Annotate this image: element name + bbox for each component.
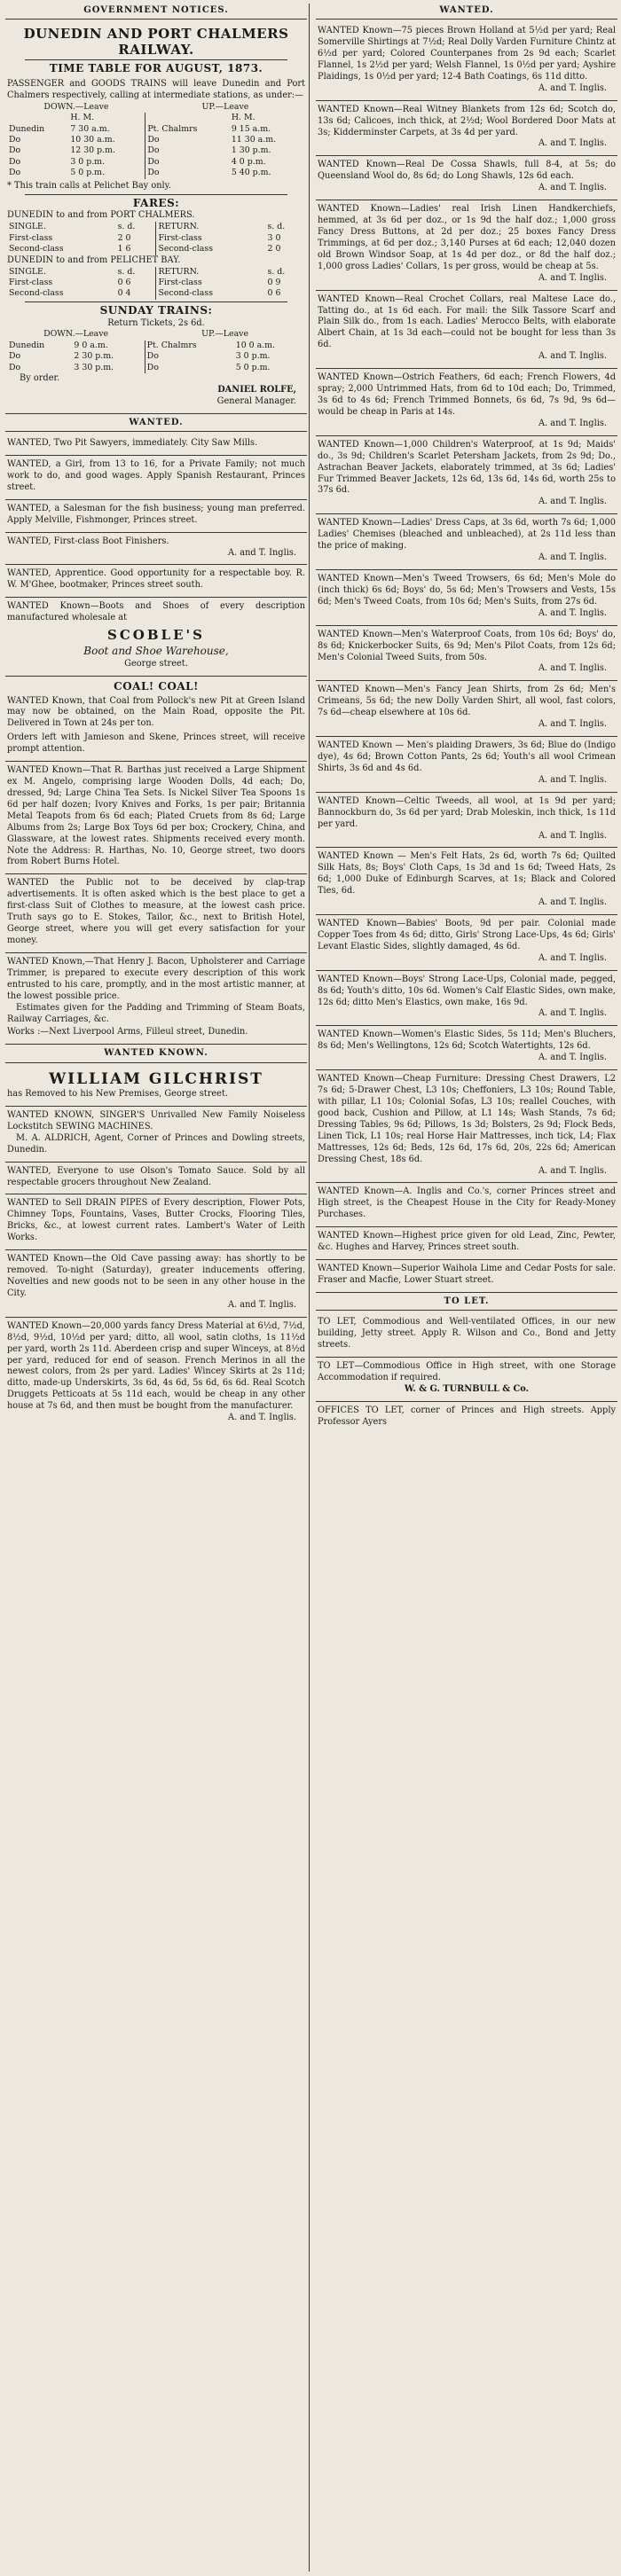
signatory: DANIEL ROLFE, <box>217 385 296 395</box>
ad-gilchrist: WILLIAM GILCHRIST has Removed to his New Premises, George street. <box>5 1066 307 1107</box>
ad-olson: WANTED, Everyone to use Olson's Tomato Sauce. Sold by all respectable grocers throughout New Zealand. <box>5 1163 307 1195</box>
right-column <box>316 4 617 2573</box>
scoble-line: Boot and Shoe Warehouse, <box>83 644 229 657</box>
right-wanted-header: WANTED. <box>316 4 617 20</box>
ad-pit-sawyers: WANTED, Two Pit Sawyers, immediately. City Saw Mills. <box>5 435 307 456</box>
ad-to-let-high-street: TO LET—Commodious Office in High street, with one Storage Accommodation if required. W. & G. TURNBULL & Co. <box>316 1358 617 1402</box>
fares-pc-title: DUNEDIN to and from PORT CHALMERS. <box>7 210 195 221</box>
wanted-header: WANTED. <box>5 416 307 432</box>
ad-ostrich-feathers: WANTED Known—Ostrich Feathers, 6d each; French Flowers, 4d spray; 2,000 Untrimmed Hats, from 6d to 10d each; Do, Trimmed, 3s 6d to 4s 6d; French Trimmed Bonnets, 6s 6d, 7s 9d, 9s 6d—would be cheap in Paris at 14s. A. and T. Inglis. <box>316 369 617 436</box>
ad-tweed-trowsers: WANTED Known—Men's Tweed Trowsers, 6s 6d; Men's Mole do (inch thick) 6s 6d; Boys' do, 5s 6d; Men's Trowsers and Vests, 15s 6d; Men's Tweed Coats, from 10s 6d; Men's Suits, from 27s 6d. A. and T. Inglis. <box>316 570 617 626</box>
ad-jean-shirts: WANTED Known—Men's Fancy Jean Shirts, from 2s 6d; Men's Crimeans, 5s 6d; the new Dolly Varden Shirt, all wool, fast colors, 7s 6d—cheap elsewhere at 10s 6d. A. and T. Inglis. <box>316 681 617 737</box>
sunday-trains-title: SUNDAY TRAINS: <box>99 303 213 317</box>
sunday-schedule-table: DOWN.—Leave UP.—Leave Dunedin 9 0 a.m. Pt. Chalmrs 10 0 a.m. Do 2 30 p.m. Do 3 0 p.m. Do 3 30 p.m. Do 5 0 p.m. <box>7 329 305 373</box>
ad-elastic-sides: WANTED Known—Women's Elastic Sides, 5s 11d; Men's Bluchers, 8s 6d; Men's Wellingtons, 12s 6d; Scotch Watertights, 12s 6d. A. and T. Inglis. <box>316 1026 617 1070</box>
ad-stokes: WANTED the Public not to be deceived by clap-trap advertisements. It is often asked which is the best place to get a first-class Suit of Clothes to measure, at the lowest cash price. Truth says go to E. Stokes, Tailor, &c., next to British Hotel, George street, where you will get every satisfaction for your money. <box>5 874 307 953</box>
coal-orders: Orders left with Jamieson and Skene, Princes street, will receive prompt attention. <box>7 732 305 755</box>
table-row: Second-class 0 4 Second-class 0 6 <box>9 288 281 299</box>
ad-barthas: WANTED Known—That R. Barthas just received a Large Shipment ex M. Angelo, comprising large Wooden Dolls, 4d each; Do, dressed, 9d; Large China Tea Sets. Is Nickel Silver Tea Spoons 1s 6d per half dozen; Ivory Knives and Forks, 1s per pair; Britannia Metal Teapots from 6s 6d each; Plated Cruets from 8s 6d; Large Albums from 2s; Large Box Toys 6d per box; Crockery, China, and Glassware, at the lowest rates. Shipments received every month. Note the Address: R. Harthas, No. 10, George street, two doors from Robert Burns Hotel. <box>5 762 307 874</box>
table-row: Dunedin 9 0 a.m. Pt. Chalmrs 10 0 a.m. <box>9 340 276 350</box>
ad-handkerchiefs: WANTED Known—Ladies' real Irish Linen Handkerchiefs, hemmed, at 3s 6d per doz., or 1s 9d the half doz.; 1,000 gross Fancy Dress Buttons, at 2d per doz.; 25 boxes Fancy Dress Trimmings, at 6d per doz.; 3,140 Purses at 6d each; 12,040 dozen old Brown Windsor Soap, at 1s 4d per doz., or 8d the half doz.; 1,000 gross Ladies' Collars, 1s per gross, would be cheap at 5s. A. and T. Inglis. <box>316 200 617 290</box>
train-schedule-table <box>7 102 305 179</box>
timetable-note: * This train calls at Pelichet Bay only. <box>7 180 172 191</box>
ad-girl: WANTED, a Girl, from 13 to 16, for a Private Family; not much work to do, and good wages. Apply Spanish Restaurant, Princes street. <box>5 456 307 500</box>
ad-shawls: WANTED Known—Real De Cossa Shawls, full 8-4, at 5s; do Queensland Wool do, 8s 6d; do Long Shawls, 12s 6d each. A. and T. Inglis. <box>316 156 617 200</box>
table-row: Second-class 1 6 Second-class 2 0 <box>9 244 281 254</box>
ad-singer: WANTED KNOWN, SINGER'S Unrivalled New Family Noiseless Lockstitch SEWING MACHINES. M. A. ALDRICH, Agent, Corner of Princes and Dowling streets, Dunedin. <box>5 1107 307 1163</box>
ad-coal <box>5 677 307 762</box>
ad-celtic-tweeds: WANTED Known—Celtic Tweeds, all wool, at 1s 9d per yard; Bannockburn do, 3s 6d per yard; Drab Moleskin, inch thick, 1s 11d per yard. A. and T. Inglis. <box>316 793 617 849</box>
ad-dress-material: WANTED Known—20,000 yards fancy Dress Material at 6½d, 7½d, 8½d, 9½d, 10½d per yard; ditto, all wool, satin cloths, 1s 11½d per yard, worth 2s 11d. Aberdeen crisp and super Winceys, at 8½d per yard, reduced for end of season. French Merinos in all the newest colors, from 2s per yard. Ladies' Wincey Skirts at 2s 11d; ditto, made-up Underskirts, 3s 6d, 4s 6d, 5s 6d, 6s 6d. Real Scotch Druggets Petticoats at 5s 11d each, would be cheap in any other house at 7s 6d, and then must be bought from the manufacturer. A. and T. Inglis. <box>7 1320 305 1423</box>
ad-boys-lace-ups: WANTED Known—Boys' Strong Lace-Ups, Colonial made, pegged, 8s 6d; Youth's ditto, 10s 6d. Women's Calf Elastic Sides, own make, 12s 6d; ditto Men's Elastics, own make, 16s 9d. A. and T. Inglis. <box>316 971 617 1027</box>
signatory-title: General Manager. <box>216 395 296 406</box>
table-row: Do 3 30 p.m. Do 5 0 p.m. <box>9 362 271 372</box>
table-row: Do 3 0 p.m. Do 4 0 p.m. <box>9 156 266 167</box>
scoble-name: SCOBLE'S <box>107 627 205 644</box>
down-label: DOWN.—Leave <box>43 101 109 112</box>
ad-dress-caps: WANTED Known—Ladies' Dress Caps, at 3s 6d, worth 7s 6d; 1,000 Ladies' Chemises (bleached and unbleached), at 2s 11d less than the price of making. A. and T. Inglis. <box>316 514 617 570</box>
coal-title: COAL! COAL! <box>114 679 199 693</box>
timetable-title: DUNEDIN AND PORT CHALMERS RAILWAY. <box>23 26 289 59</box>
sunday-trains-subtitle: Return Tickets, 2s 6d. <box>107 317 205 328</box>
ad-bacon: WANTED Known,—That Henry J. Bacon, Upholsterer and Carriage Trimmer, is prepared to execute every description of this work entrusted to his care, promptly, and in the most artistic manner, at the lowest possible price. Estimates given for the Padding and Trimming of Steam Boats, Railway Carriages, &c. Works :—Next Liverpool Arms, Filleul street, Dunedin. <box>5 953 307 1045</box>
ad-witney-blankets: WANTED Known—Real Witney Blankets from 12s 6d; Scotch do, 13s 6d; Calicoes, inch thick, at 2½d; Wool Bordered Door Mats at 3s; Kidderminster Carpets, at 3s 4d per yard. A. and T. Inglis. <box>316 101 617 157</box>
ad-to-let-offices: TO LET, Commodious and Well-ventilated Offices, in our new building, Jetty street. Apply R. Wilson and Co., Bond and Jetty streets. <box>316 1313 617 1358</box>
ad-felt-hats: WANTED Known — Men's Felt Hats, 2s 6d, worth 7s 6d; Quilted Silk Hats, 8s; Boys' Cloth Caps, 1s 3d and 1s 6d; Tweed Hats, 2s 6d; 1,000 Duke of Edinburgh Scarves, at 1s; Black and Colored Ties, 6d. A. and T. Inglis. <box>316 848 617 915</box>
railway-timetable-notice <box>5 22 307 414</box>
ad-drain-pipes: WANTED to Sell DRAIN PIPES of Every description, Flower Pots, Chimney Tops, Fountains, Vases, Butter Crocks, Flooring Tiles, Bricks, &c., at lowest current rates. Lambert's Water of Leith Works. <box>5 1194 307 1250</box>
ad-crochet-collars: WANTED Known—Real Crochet Collars, real Maltese Lace do., Tatting do., at 1s 6d each. For mail: the Silk Tassore Scarf and Plain Silk do., from 1s each. Ladies' Merocco Belts, with elaborate Albert Chain, at 1s 3d each—could not be bought for less than 3s 6d. A. and T. Inglis. <box>316 291 617 370</box>
ad-waterproofs: WANTED Known—1,000 Children's Waterproof, at 1s 9d; Maids' do., 3s 9d; Children's Scarlet Petersham Jackets, from 2s 9d; Do., Astrachan Beaver Jackets, elaborately trimmed, at 3s 6d; Ladies' Fur Trimmed Beaver Jackets, 12s 6d, 13s 6d, 14s 6d, worth 25s to 37s 6d. A. and T. Inglis. <box>316 436 617 515</box>
hm-label: H. M. <box>231 113 255 123</box>
ad-waterproof-coats: WANTED Known—Men's Waterproof Coats, from 10s 6d; Boys' do, 8s 6d; Knickerbocker Suits, 6s 9d; Men's Pilot Coats, from 12s 6d; Men's Colonial Tweed Suits, from 50s. A. and T. Inglis. <box>316 626 617 682</box>
gilchrist-name: WILLIAM GILCHRIST <box>49 1069 263 1088</box>
ad-salesman: WANTED, a Salesman for the fish business; young man preferred. Apply Melville, Fishmonger, Princes street. <box>5 500 307 533</box>
hm-label: H. M. <box>70 113 95 123</box>
fares-title: FARES: <box>132 196 180 209</box>
table-row: Do 5 0 p.m. Do 5 40 p.m. <box>9 168 271 178</box>
column-divider <box>309 4 310 2572</box>
ad-cheap-furniture: WANTED Known—Cheap Furniture: Dressing Chest Drawers, L2 7s 6d; 5-Drawer Chest, L3 10s; Cheffoniers, L3 10s; Round Table, with pillar, L1 10s; Colonial Sofas, L3 10s; reallel Couches, with good back, Cushion and Pillow, at L1 14s; Wash Stands, 7s 6d; Dressing Tables, 9s 6d; Pillows, 1s 3d; Bolsters, 2s 9d; Flock Beds, Linen Tick, L1 10s; real Horse Hair Mattresses, inch tick, L4; Flax Mattresses, 12s 6d; Beds, 12s 6d, 17s 6d, 20s, 22s 6d; American Dressing Chest, 18s 6d. A. and T. Inglis. <box>316 1070 617 1183</box>
ad-apprentice: WANTED, Apprentice. Good opportunity for a respectable boy. R. W. M'Ghee, bootmaker, Princes street south. <box>5 565 307 598</box>
table-row: First-class 2 0 First-class 3 0 <box>9 232 281 243</box>
timetable-subtitle: TIME TABLE FOR AUGUST, 1873. <box>49 62 263 75</box>
ad-boot-finishers: WANTED, First-class Boot Finishers. A. and T. Inglis. <box>5 533 307 566</box>
fares-pb-title: DUNEDIN to and from PELICHET BAY. <box>7 254 181 265</box>
coal-body: WANTED Known, that Coal from Pollock's new Pit at Green Island may now be obtained, on the Main Road, opposite the Pit. Delivered in Town at 24s per ton. <box>7 695 305 729</box>
timetable-intro: PASSENGER and GOODS TRAINS will leave Dunedin and Port Chalmers respectively, calling at intermediate stations, as under:— <box>7 79 305 100</box>
ad-scoble: WANTED Known—Boots and Shoes of every description manufactured wholesale at SCOBLE'S Boot and Shoe Warehouse, George street. <box>5 598 307 676</box>
fares-pc-table: SINGLE. s. d. RETURN. s. d. First-class 2 0 First-class 3 0 Second-class 1 6 Second-class 2 0 <box>7 222 305 254</box>
ad-old-cave: WANTED Known—the Old Cave passing away: has shortly to be removed. To-night (Saturday), greater inducements offering. Novelties and new goods not to be seen in any other house in the City. A. and T. Inglis. <box>5 1250 307 1318</box>
ad-offices-to-let: OFFICES TO LET, corner of Princes and High streets. Apply Professor Ayers <box>318 1405 616 1427</box>
table-row: Dunedin 7 30 a.m. Pt. Chalmrs 9 15 a.m. <box>9 123 271 134</box>
by-order: By order. <box>20 373 60 384</box>
ad-drawers: WANTED Known — Men's plaiding Drawers, 3s 6d; Blue do (Indigo dye), 4s 6d; Brown Cotton Pants, 2s 6d; Youth's all wool Crimean Shirts, 3s 6d and 4s 6d. A. and T. Inglis. <box>316 737 617 793</box>
table-row: Do 10 30 a.m. Do 11 30 a.m. <box>9 135 277 145</box>
government-notices-header: GOVERNMENT NOTICES. <box>5 4 307 20</box>
wanted-known-header: WANTED KNOWN. <box>5 1046 307 1062</box>
to-let-header: TO LET. <box>316 1295 617 1311</box>
left-column <box>5 4 307 2573</box>
up-label: UP.—Leave <box>201 101 249 112</box>
table-row: First-class 0 6 First-class 0 9 <box>9 277 281 287</box>
ad-old-lead: WANTED Known—Highest price given for old Lead, Zinc, Pewter, &c. Hughes and Harvey, Princes street south. <box>316 1227 617 1260</box>
ad-brown-holland: WANTED Known—75 pieces Brown Holland at 5½d per yard; Real Somerville Shirtings at 7½d; Real Dolly Varden Furniture Chintz at 6½d per yard; Colored Counterpanes from 2s 9d each; Scarlet Flannel, 1s 2½d per yard; Welsh Flannel, 1s 0½d per yard; Ayshire Plaidings, 1s 0½d per yard; 12-4 Bath Coatings, 6s 11d ditto. A. and T. Inglis. <box>316 22 617 101</box>
fares-pb-table: SINGLE. s. d. RETURN. s. d. First-class 0 6 First-class 0 9 Second-class 0 4 Second-class 0 6 <box>7 267 305 300</box>
table-row: Do 2 30 p.m. Do 3 0 p.m. <box>9 351 271 362</box>
table-row: Do 12 30 p.m. Do 1 30 p.m. <box>9 145 271 156</box>
ad-babies-boots: WANTED Known—Babies' Boots, 9d per pair. Colonial made Copper Toes from 4s 6d; ditto, Girls' Strong Lace-Ups, 4s 6d; Girls' Levant Elastic Sides, slightly damaged, 4s 6d. A. and T. Inglis. <box>316 915 617 971</box>
scoble-street: George street. <box>124 658 188 669</box>
ad-inglis-cheapest: WANTED Known—A. Inglis and Co.'s, corner Princes street and High street, is the Cheapest House in the City for Ready-Money Purchases. <box>316 1183 617 1227</box>
ad-waihola-lime: WANTED Known—Superior Waihola Lime and Cedar Posts for sale. Fraser and Macfie, Lower Stuart street. <box>316 1260 617 1293</box>
